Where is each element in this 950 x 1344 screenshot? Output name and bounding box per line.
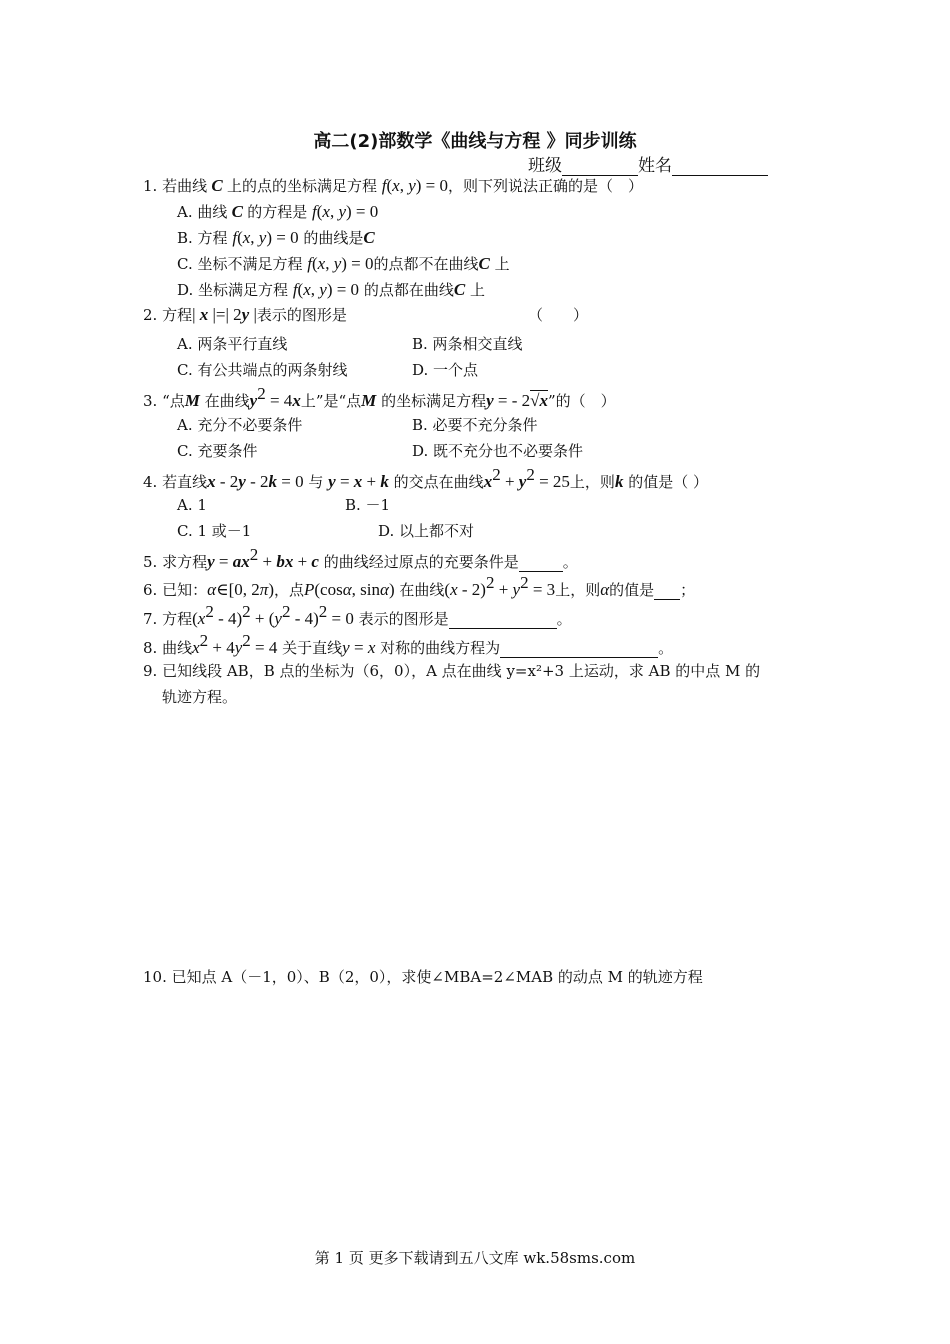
question-3-option-c[interactable]: C. 充要条件: [177, 442, 258, 460]
page-title: 高二(2)部数学《曲线与方程 》同步训练: [313, 131, 637, 152]
question-9-line-1: 9. 已知线段 AB，B 点的坐标为（6，0），A 点在曲线 y=x²+3 上运动，求 AB 的中点 M 的: [143, 662, 761, 680]
question-3-option-d[interactable]: D. 既不充分也不必要条件: [412, 442, 584, 460]
question-8-stem: 8. 曲线$x^2 + 4y^2 = 4$ 关于直线y = x 对称的曲线方程为 。: [143, 631, 674, 657]
question-2-option-d[interactable]: D. 一个点: [412, 361, 479, 379]
class-blank[interactable]: [562, 157, 638, 176]
question-3-option-a[interactable]: A. 充分不必要条件: [177, 416, 303, 434]
question-3-stem: 3. “点M 在曲线$y^2 = 4x$上”是“点M 的坐标满足方程y = - 2√x”的（ ）: [143, 384, 616, 410]
question-4-option-a[interactable]: A. 1: [177, 496, 207, 514]
question-9-line-2: 轨迹方程。: [162, 688, 238, 706]
question-2-answer-paren: （ ）: [528, 306, 589, 324]
question-2-stem: 2. 方程| x |=| 2y |表示的图形是: [143, 305, 347, 324]
question-2-option-a[interactable]: A. 两条平行直线: [177, 335, 288, 353]
class-label: 班级: [528, 156, 562, 176]
question-3-option-b[interactable]: B. 必要不充分条件: [412, 416, 538, 434]
question-1-option-c[interactable]: C. 坐标不满足方程 f(x, y) = 0的点都不在曲线C 上: [177, 254, 510, 273]
question-7-stem: 7. 方程$(x^2 - 4)^2 + (y^2 - 4)^2 = 0$ 表示的图形是 。: [143, 602, 572, 628]
question-1-option-a[interactable]: A. 曲线 C 的方程是 f(x, y) = 0: [177, 202, 379, 221]
question-1-option-d[interactable]: D. 坐标满足方程 f(x, y) = 0 的点都在曲线C 上: [177, 280, 485, 299]
question-8-answer-blank[interactable]: [500, 641, 658, 658]
question-5-answer-blank[interactable]: [519, 555, 563, 572]
question-5-stem: 5. 求方程$y = ax^2$ + bx + c 的曲线经过原点的充要条件是 。: [143, 545, 578, 571]
student-info-fields: [528, 151, 768, 176]
question-1-stem: 1. 若曲线 C 上的点的坐标满足方程 f(x, y) = 0，则下列说法正确的是（ ）: [143, 176, 643, 195]
question-2-option-b[interactable]: B. 两条相交直线: [412, 335, 523, 353]
question-4-option-b[interactable]: B. －1: [345, 496, 391, 514]
question-1-option-b[interactable]: B. 方程 f(x, y) = 0 的曲线是C: [177, 228, 375, 247]
question-7-answer-blank[interactable]: [449, 612, 557, 629]
question-4-option-c[interactable]: C. 1 或－1: [177, 522, 252, 540]
question-2-option-c[interactable]: C. 有公共端点的两条射线: [177, 361, 348, 379]
question-6-stem: 6. 已知：α∈[0, 2π)，点P(cosα, sinα) 在曲线$(x - 2)^2 + y^2 = 3$上，则α的值是 ；: [143, 573, 696, 599]
question-10-stem: 10. 已知点 A（－1，0）、B（2，0），求使∠MBA=2∠MAB 的动点 M 的轨迹方程: [143, 968, 703, 986]
name-label: 姓名: [638, 156, 672, 176]
name-blank[interactable]: [672, 157, 768, 176]
question-4-option-d[interactable]: D. 以上都不对: [378, 522, 475, 540]
page-footer: 第 1 页 更多下载请到五八文库 wk.58sms.com: [314, 1249, 636, 1267]
question-4-stem: 4. 若直线x - 2y - 2k = 0 与 y = x + k 的交点在曲线$x^2 + y^2 = 25$上，则k 的值是（ ）: [143, 465, 708, 491]
question-6-answer-blank[interactable]: [654, 583, 680, 600]
